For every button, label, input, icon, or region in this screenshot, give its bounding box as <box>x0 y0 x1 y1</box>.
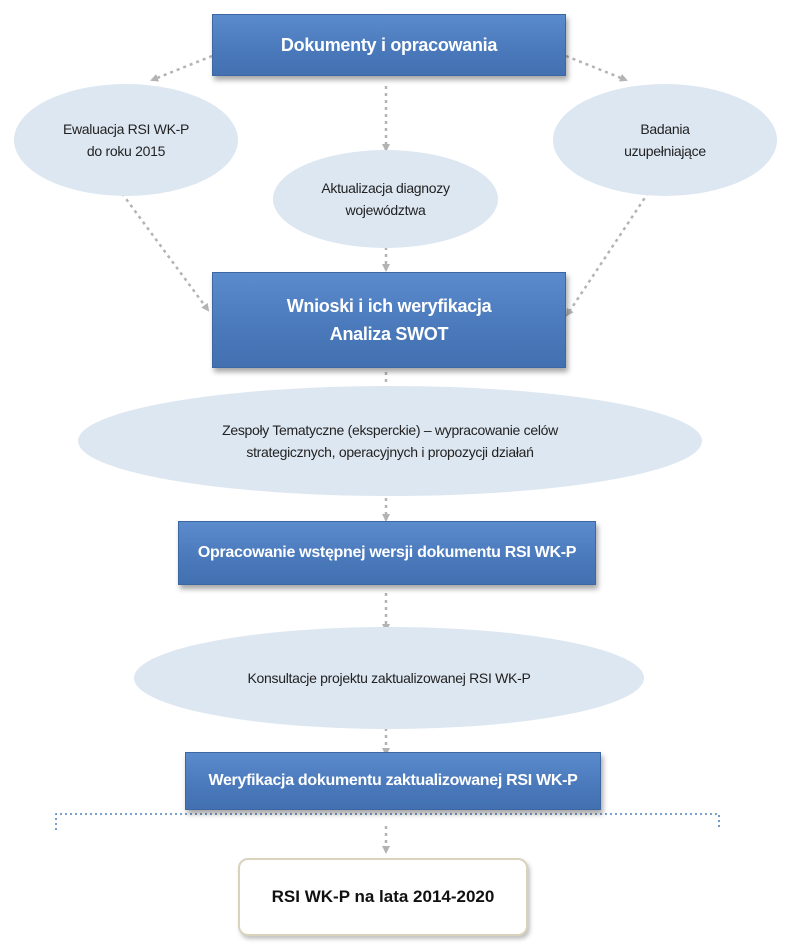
ellipse-zespoly-line1: Zespoły Tematyczne (eksperckie) – wypracowanie celów <box>222 422 558 438</box>
box-opracowanie <box>178 521 596 585</box>
arrow-ewaluacja-to-wnioski <box>118 188 208 310</box>
box-wnioski-line1: Wnioski i ich weryfikacja <box>286 296 492 316</box>
box-wnioski <box>212 272 566 368</box>
ellipse-aktualizacja-line2: województwa <box>345 202 426 218</box>
ellipse-ewaluacja-line2: do roku 2015 <box>86 143 166 159</box>
box-weryfikacja <box>185 752 601 810</box>
arrow-dokumenty-to-badania <box>566 56 626 80</box>
box-opracowanie-label: Opracowanie wstępnej wersji dokumentu RSI WK-P <box>197 544 577 561</box>
ellipse-ewaluacja <box>14 84 238 196</box>
box-dokumenty <box>212 14 566 76</box>
ellipse-badania <box>553 84 777 196</box>
ellipse-zespoly-line2: strategicznych, operacyjnych i propozycji działań <box>246 444 534 460</box>
ellipse-badania-line2: uzupełniające <box>624 143 706 159</box>
box-final-rsi <box>238 858 528 936</box>
box-wnioski-line2: Analiza SWOT <box>329 324 449 344</box>
box-weryfikacja-label: Weryfikacja dokumentu zaktualizowanej RSI WK-P <box>208 772 578 789</box>
box-dokumenty-label: Dokumenty i opracowania <box>280 34 498 55</box>
arrow-badania-to-wnioski <box>567 175 660 315</box>
arrow-dokumenty-to-ewaluacja <box>152 56 212 80</box>
ellipse-ewaluacja-line1: Ewaluacja RSI WK-P <box>62 121 190 137</box>
ellipse-aktualizacja-line1: Aktualizacja diagnozy <box>321 180 450 196</box>
ellipse-badania-line1: Badania <box>640 121 690 137</box>
ellipse-konsultacje-label: Konsultacje projektu zaktualizowanej RSI WK-P <box>247 670 531 686</box>
bracket-dotted <box>56 814 719 830</box>
ellipse-aktualizacja <box>273 150 498 248</box>
box-final-label: RSI WK-P na lata 2014-2020 <box>271 887 495 906</box>
ellipse-konsultacje <box>134 627 644 729</box>
ellipse-zespoly <box>78 386 702 496</box>
